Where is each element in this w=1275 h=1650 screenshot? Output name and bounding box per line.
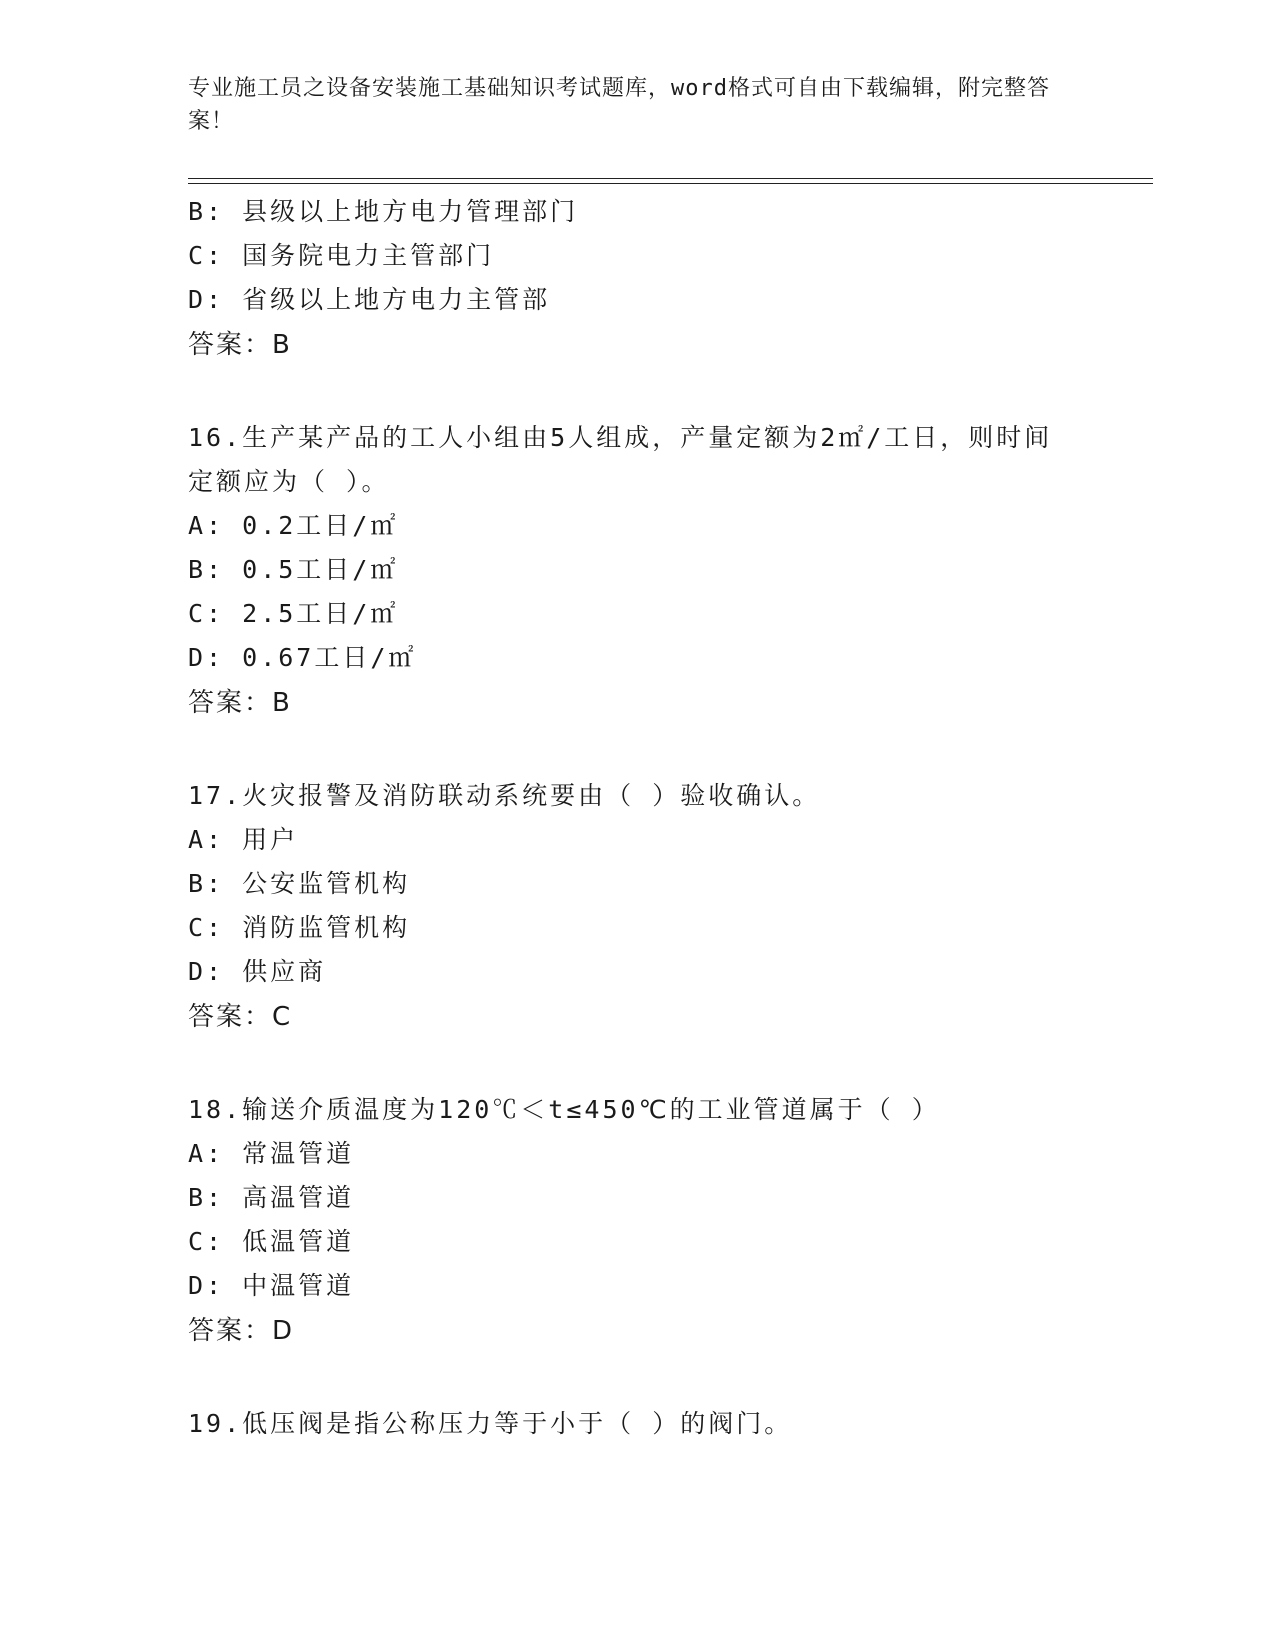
header-rule-top [188,178,1153,179]
q17-option-a: A: 用户 [188,825,299,854]
document-header: 专业施工员之设备安装施工基础知识考试题库，word格式可自由下载编辑，附完整答案！ [188,76,1050,134]
q19-stem: 19.低压阀是指公称压力等于小于（ ）的阀门。 [188,1409,793,1438]
q17-option-b: B: 公安监管机构 [188,869,411,898]
q18-option-d: D: 中温管道 [188,1271,355,1300]
q16-option-b: B: 0.5工日/㎡ [188,555,399,584]
q16-answer: 答案：B [188,688,292,718]
q17-option-c: C: 消防监管机构 [188,913,411,942]
q16-stem-line2: 定额应为（ ）。 [188,467,390,496]
q16-option-c: C: 2.5工日/㎡ [188,599,399,628]
q18-answer: 答案：D [188,1316,295,1346]
q18-option-b: B: 高温管道 [188,1183,355,1212]
q17-option-d: D: 供应商 [188,957,327,986]
q17-stem: 17.火灾报警及消防联动系统要由（ ）验收确认。 [188,781,821,810]
q15-option-b: B: 县级以上地方电力管理部门 [188,197,579,226]
header-rule-bottom [188,183,1153,184]
q16-option-a: A: 0.2工日/㎡ [188,511,399,540]
q17-answer: 答案：C [188,1002,293,1032]
q15-option-d: D: 省级以上地方电力主管部 [188,285,551,314]
q15-answer: 答案：B [188,330,292,360]
q18-option-a: A: 常温管道 [188,1139,355,1168]
q15-option-c: C: 国务院电力主管部门 [188,241,495,270]
q18-option-c: C: 低温管道 [188,1227,355,1256]
q18-stem: 18.输送介质温度为120℃＜t≤450℃的工业管道属于（ ） [188,1095,940,1124]
q16-option-d: D: 0.67工日/㎡ [188,643,417,672]
q16-stem-line1: 16.生产某产品的工人小组由5人组成，产量定额为2㎡/工日，则时间 [188,423,1053,452]
